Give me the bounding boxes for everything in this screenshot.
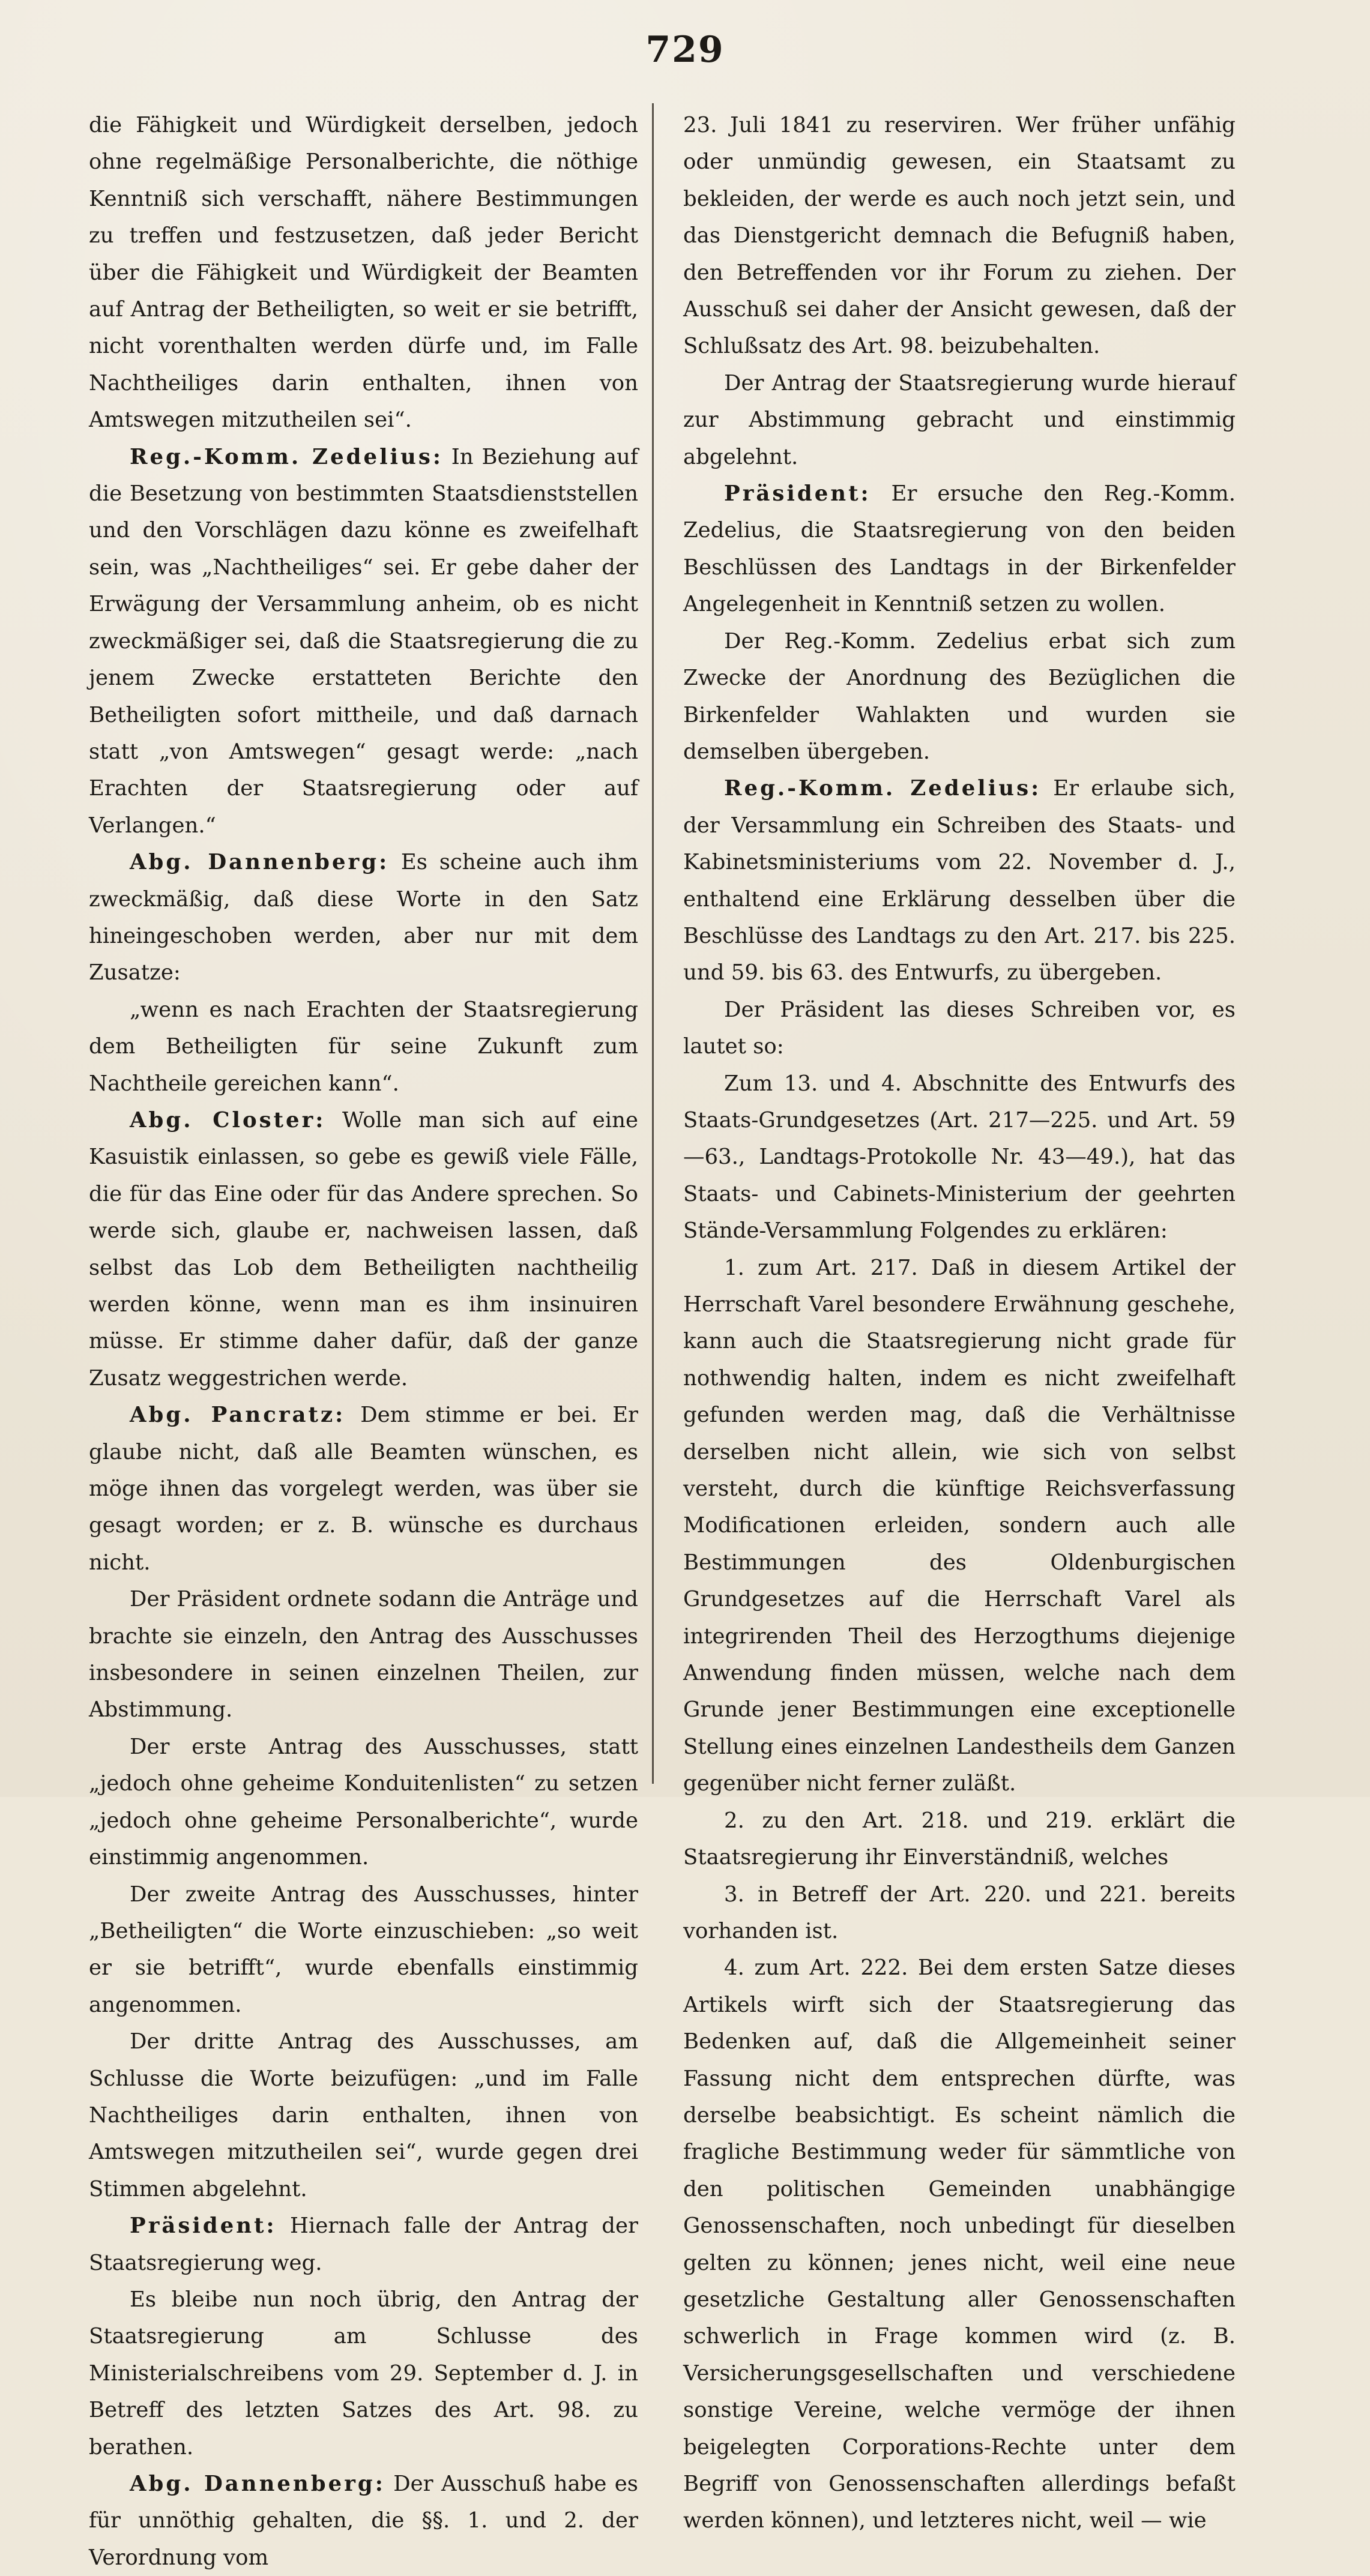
speaker-name: Präsident:	[130, 2213, 277, 2239]
paragraph	[89, 1581, 638, 1729]
paragraph-text: die Fähigkeit und Würdigkeit derselben, jedoch ohne regelmäßige Personalberichte, die nöthige Kenntniß sich verschafft, nähere Bestimmungen zu treffen und festzusetzen, daß jeder Bericht über die Fähigkeit und Würdigkeit der Beamten auf Antrag der Betheiligten, so weit er sie betrifft, nicht vorenthalten werden dürfe und, im Falle Nachtheiliges darin enthalten, ihnen von Amtswegen mitzutheilen sei“.	[89, 113, 638, 433]
paragraph-text: Zum 13. und 4. Abschnitte des Entwurfs des Staats-Grundgesetzes (Art. 217—225. und Art. 59—63., Landtags-Protokolle Nr. 43—49.), hat das Staats- und Cabinets-Ministerium der geehrten Stände-Versammlung Folgendes zu erklären:	[683, 1071, 1236, 1244]
paragraph	[683, 1802, 1236, 1876]
paragraph-text: Dem stimme er bei. Er glaube nicht, daß alle Beamten wünschen, es möge ihnen das vorgelegt werden, was über sie gesagt worden; er z. B. wünsche es durchaus nicht.	[89, 1403, 638, 1575]
paragraph-text: 3. in Betreff der Art. 220. und 221. bereits vorhanden ist.	[683, 1882, 1236, 1943]
paragraph-text: Der erste Antrag des Ausschusses, statt „jedoch ohne geheime Konduitenlisten“ zu setzen „jedoch ohne geheime Personalberichte“, wurde einstimmig angenommen.	[89, 1734, 638, 1870]
paragraph-text: Der Präsident las dieses Schreiben vor, es lautet so:	[683, 997, 1236, 1059]
paragraph	[89, 2207, 638, 2281]
column-divider	[652, 103, 654, 1784]
paragraph-text: 23. Juli 1841 zu reserviren. Wer früher unfähig oder unmündig gewesen, ein Staatsamt zu bekleiden, der werde es auch noch jetzt sein, und das Dienstgericht demnach die Befugniß haben, den Betreffenden vor ihr Forum zu ziehen. Der Ausschuß sei daher der Ansicht gewesen, daß der Schlußsatz des Art. 98. beizubehalten.	[683, 113, 1236, 359]
paragraph-text: Der zweite Antrag des Ausschusses, hinter „Betheiligten“ die Worte einzuschieben: „so weit er sie betrifft“, wurde ebenfalls einstimmig angenommen.	[89, 1882, 638, 2017]
speaker-name: Abg. Pancratz:	[130, 1403, 346, 1428]
paragraph-text: Hiernach falle der Antrag der Staatsregierung weg.	[89, 2213, 638, 2275]
speaker-name: Reg.-Komm. Zedelius:	[130, 444, 443, 469]
paragraph	[683, 107, 1236, 365]
paragraph	[683, 992, 1236, 1065]
paragraph-text: Der Präsident ordnete sodann die Anträge und brachte sie einzeln, den Antrag des Ausschusses insbesondere in seinen einzelnen Theilen, zur Abstimmung.	[89, 1587, 638, 1723]
paragraph	[89, 2023, 638, 2207]
paragraph-text: „wenn es nach Erachten der Staatsregierung dem Betheiligten für seine Zukunft zum Nachtheile gereichen kann“.	[89, 997, 638, 1096]
paragraph-text: 4. zum Art. 222. Bei dem ersten Satze dieses Artikels wirft sich der Staatsregierung das Bedenken auf, daß die Allgemeinheit seiner Fassung nicht dem entsprechen dürfte, was derselbe beabsichtigt. Es scheint nämlich die fragliche Bestimmung weder für sämmtliche von den politischen Gemeinden unabhängige Genossenschaften, noch unbedingt für dieselben gelten zu können; jenes nicht, weil eine neue gesetzliche Gestaltung aller Genossenschaften schwerlich in Frage kommen wird (z. B. Versicherungsgesellschaften und verschiedene sonstige Vereine, welche vermöge der ihnen beigelegten Corporations-Rechte unter dem Begriff von Genossenschaften allerdings befaßt werden können), und letzteres nicht, weil — wie	[683, 1955, 1236, 2533]
paragraph-text: Der Reg.-Komm. Zedelius erbat sich zum Zwecke der Anordnung des Bezüglichen die Birkenfelder Wahlakten und wurden sie demselben übergeben.	[683, 628, 1236, 764]
paragraph	[683, 365, 1236, 475]
left-column	[89, 107, 638, 2576]
speaker-name: Abg. Dannenberg:	[130, 850, 390, 875]
paragraph	[683, 1250, 1236, 1802]
paragraph	[683, 623, 1236, 771]
paragraph-text: Wolle man sich auf eine Kasuistik einlassen, so gebe es gewiß viele Fälle, die für das Eine oder für das Andere sprechen. So werde sich, glaube er, nachweisen lassen, daß selbst das Lob dem Betheiligten nachtheilig werden könne, wenn man es ihm insinuiren müsse. Er stimme daher dafür, daß der ganze Zusatz weggestrichen werde.	[89, 1107, 638, 1391]
paragraph	[89, 1876, 638, 2024]
paragraph	[89, 107, 638, 439]
paragraph	[683, 475, 1236, 623]
paragraph-text: Er erlaube sich, der Versammlung ein Schreiben des Staats- und Kabinetsministeriums vom 22. November d. J., enthaltend eine Erklärung desselben über die Beschlüsse des Landtags zu den Art. 217. bis 225. und 59. bis 63. des Entwurfs, zu übergeben.	[683, 776, 1236, 986]
paragraph-text: Es bleibe nun noch übrig, den Antrag der Staatsregierung am Schlusse des Ministerialschreibens vom 29. September d. J. in Betreff des letzten Satzes des Art. 98. zu berathen.	[89, 2287, 638, 2460]
paragraph-text: Der Antrag der Staatsregierung wurde hierauf zur Abstimmung gebracht und einstimmig abgelehnt.	[683, 370, 1236, 469]
paragraph	[683, 1876, 1236, 1950]
speaker-name: Abg. Dannenberg:	[130, 2472, 385, 2496]
paragraph	[89, 2466, 638, 2576]
paragraph	[683, 1949, 1236, 2539]
paragraph	[89, 2281, 638, 2466]
right-column	[683, 107, 1236, 2539]
paragraph	[683, 1065, 1236, 1250]
paragraph-text: Der Ausschuß habe es für unnöthig gehalten, die §§. 1. und 2. der Verordnung vom	[89, 2472, 639, 2570]
speaker-name: Reg.-Komm. Zedelius:	[724, 776, 1042, 801]
paragraph	[89, 1729, 638, 1876]
paragraph	[683, 770, 1236, 991]
speaker-name: Präsident:	[724, 481, 871, 507]
speaker-name: Abg. Closter:	[130, 1107, 326, 1133]
paragraph-text: Der dritte Antrag des Ausschusses, am Schlusse die Worte beizufügen: „und im Falle Nachtheiliges darin enthalten, ihnen von Amtswegen mitzutheilen sei“, wurde gegen drei Stimmen abgelehnt.	[89, 2029, 638, 2201]
paragraph	[89, 992, 638, 1102]
paragraph	[89, 1397, 638, 1581]
paragraph-text: 1. zum Art. 217. Daß in diesem Artikel der Herrschaft Varel besondere Erwähnung geschehe, kann auch die Staatsregierung nicht grade für nothwendig halten, indem es nicht zweifelhaft gefunden werden mag, daß die Verhältnisse derselben nicht allein, wie sich von selbst versteht, durch die künftige Reichsverfassung Modificationen erleiden, sondern auch alle Bestimmungen des Oldenburgischen Grundgesetzes auf die Herrschaft Varel als integrirenden Theil des Herzogthums diejenige Anwendung finden müssen, welche nach dem Grunde jener Bestimmungen eine exceptionelle Stellung eines einzelnen Landestheils dem Ganzen gegenüber nicht ferner zuläßt.	[683, 1255, 1236, 1796]
paragraph-text: 2. zu den Art. 218. und 219. erklärt die Staatsregierung ihr Einverständniß, welches	[683, 1808, 1236, 1870]
paragraph-text: Er ersuche den Reg.-Komm. Zedelius, die Staatsregierung von den beiden Beschlüssen des Landtags in der Birkenfelder Angelegenheit in Kenntniß setzen zu wollen.	[683, 481, 1236, 617]
paragraph-text: Es scheine auch ihm zweckmäßig, daß diese Worte in den Satz hineingeschoben werden, aber nur mit dem Zusatze:	[89, 850, 639, 986]
paragraph-text: In Beziehung auf die Besetzung von bestimmten Staatsdienststellen und den Vorschlägen dazu könne es zweifelhaft sein, was „Nachtheiliges“ sei. Er gebe daher der Erwägung der Versammlung anheim, ob es nicht zweckmäßiger sei, daß die Staatsregierung die zu jenem Zwecke erstatteten Berichte den Betheiligten sofort mittheile, und daß darnach statt „von Amtswegen“ gesagt werde: „nach Erachten der Staatsregierung oder auf Verlangen.“	[89, 444, 638, 838]
paragraph	[89, 844, 638, 992]
paragraph	[89, 1102, 638, 1397]
paragraph	[89, 439, 638, 844]
page-number: 729	[645, 29, 725, 71]
